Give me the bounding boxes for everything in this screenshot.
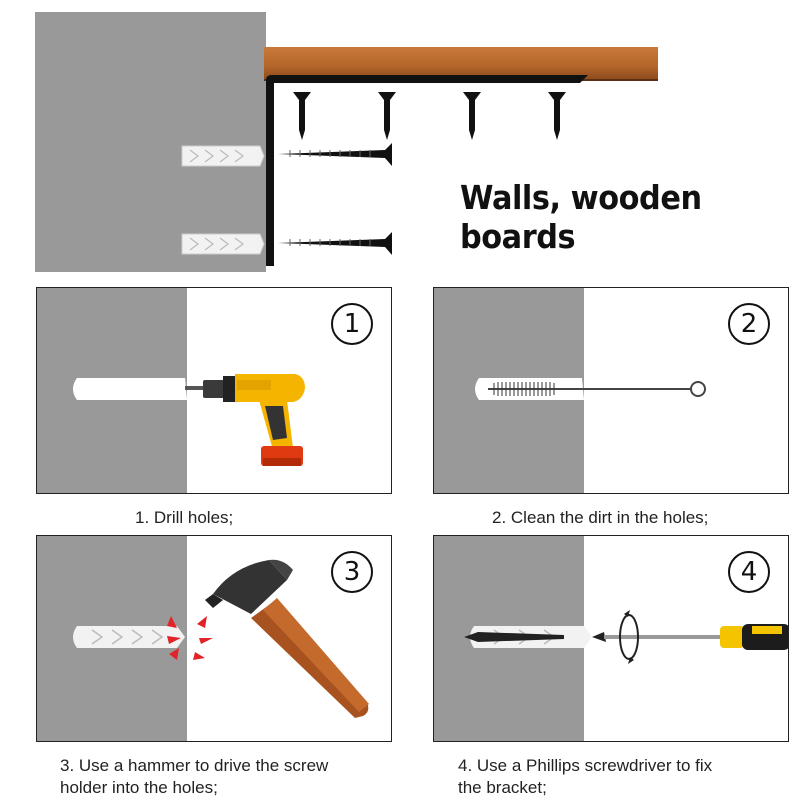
step-number: 1 <box>331 303 373 345</box>
hammer-icon <box>205 560 369 718</box>
step-3-panel <box>36 535 392 742</box>
caption-line: holder into the holes; <box>60 778 218 797</box>
wall-anchor-icon <box>182 146 264 254</box>
wall-anchor-icon <box>464 626 592 648</box>
caption-line: 3. Use a hammer to drive the screw <box>60 756 329 775</box>
caption-line: the bracket; <box>458 778 547 797</box>
page-title: Walls, wooden boards <box>460 178 702 256</box>
horizontal-screw-icon <box>278 143 392 255</box>
step-number: 3 <box>331 551 373 593</box>
step-4-caption <box>458 755 788 799</box>
drill-hole <box>73 378 187 400</box>
screwdriver-icon <box>592 610 789 664</box>
step-number: 2 <box>728 303 770 345</box>
impact-burst-icon <box>167 616 213 660</box>
step-number: 4 <box>728 551 770 593</box>
vertical-screw-icon <box>293 92 566 140</box>
step-3-caption <box>60 755 390 799</box>
caption-line: 4. Use a Phillips screwdriver to fix <box>458 756 713 775</box>
step-2-panel <box>433 287 789 494</box>
drill-icon <box>185 374 305 466</box>
step-1-panel <box>36 287 392 494</box>
step-1-caption: 1. Drill holes; <box>135 508 234 527</box>
step-4-panel <box>433 535 789 742</box>
step-2-caption: 2. Clean the dirt in the holes; <box>492 508 709 527</box>
